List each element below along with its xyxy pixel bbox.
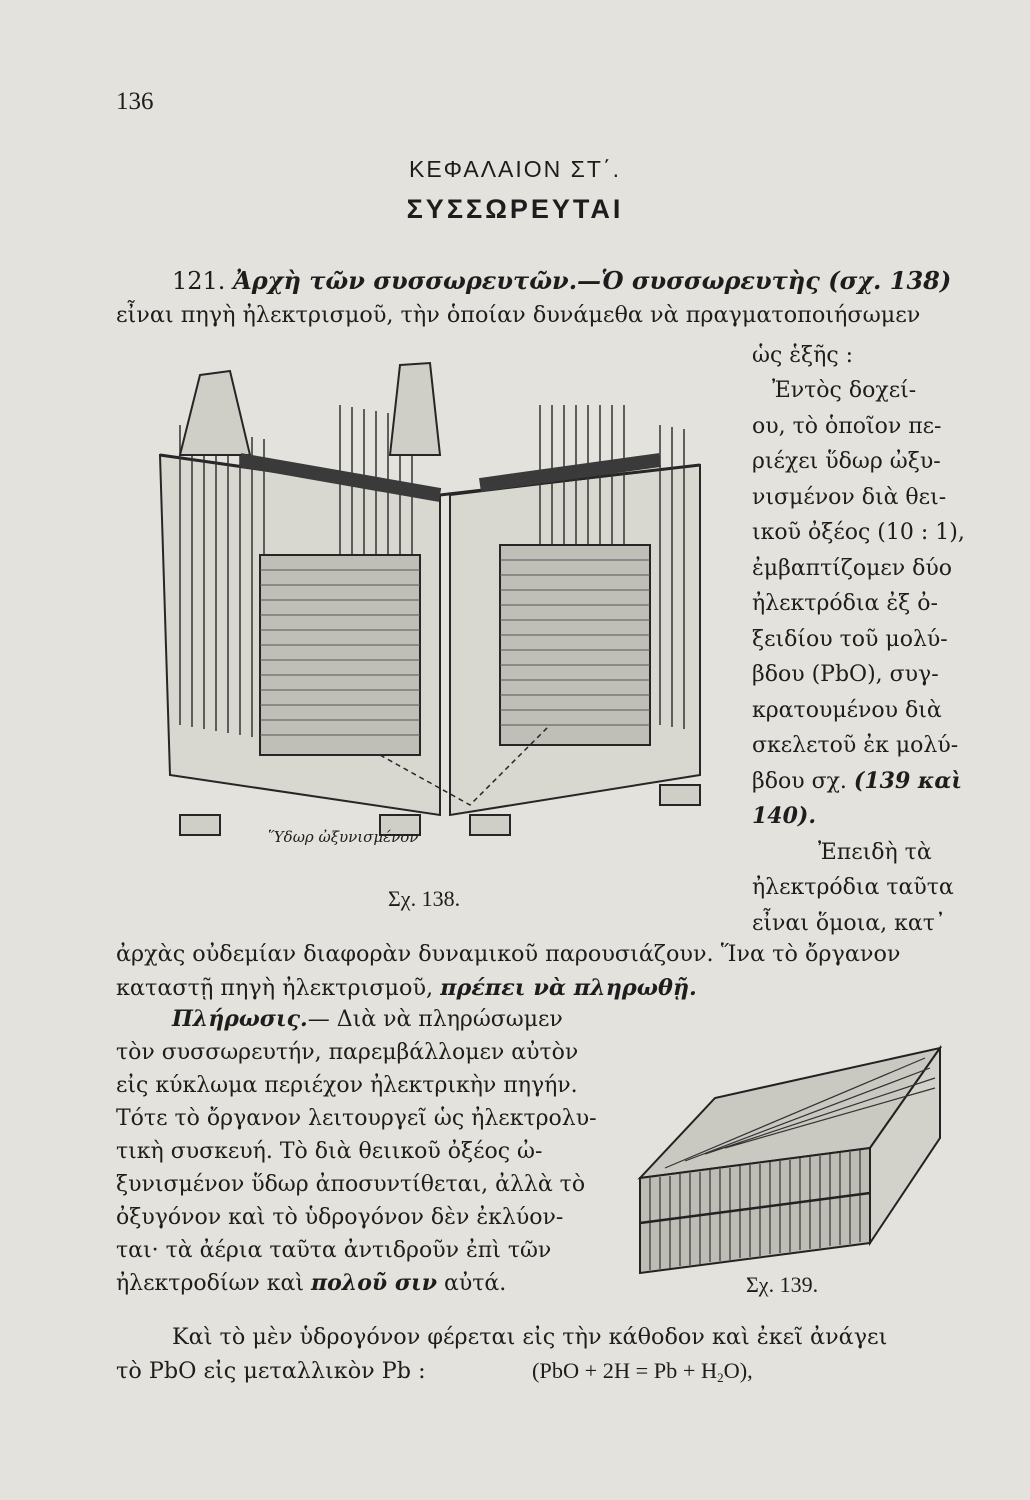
final-line-2 bbox=[116, 1354, 426, 1388]
right-col-line-14: 140). bbox=[752, 803, 816, 829]
right-col-line-8: ἠλεκτρόδια ἐξ ὀ- bbox=[752, 591, 938, 616]
figure-138-accumulator bbox=[140, 345, 740, 855]
right-col-italic-ref: (139 καὶ bbox=[853, 768, 962, 794]
figure-138-caption: Σχ. 138. bbox=[388, 886, 461, 911]
chapter-label: ΚΕΦΑΛΑΙΟΝ ΣΤ΄. bbox=[408, 156, 621, 182]
section-number: 121. bbox=[172, 267, 226, 295]
left-col-line-2: εἰς κύκλωμα περιέχον ἠλεκτρικὴν πηγήν. bbox=[116, 1073, 578, 1098]
full-line-2 bbox=[116, 971, 697, 1005]
right-col-line-17: εἶναι ὅμοια, κατ᾽ bbox=[752, 911, 946, 936]
equation-part-b: O), bbox=[723, 1358, 753, 1383]
equation bbox=[532, 1354, 753, 1395]
full-line-2-bold: πρέπει νὰ πληρωθῇ. bbox=[440, 975, 697, 1001]
full-line-1: ἀρχὰς οὐδεμίαν διαφορὰν δυναμικοῦ παρουσιάζουν. Ἵνα τὸ ὄργανον bbox=[116, 941, 901, 967]
left-col-line-8-end: αὐτά. bbox=[443, 1271, 507, 1296]
right-col-line-13-text: βδου σχ. bbox=[752, 769, 847, 794]
left-col-line-4: τικὴ συσκευή. Τὸ διὰ θειικοῦ ὀξέος ὠ- bbox=[116, 1139, 543, 1164]
figure-139-electrode bbox=[625, 1028, 955, 1278]
right-col-line-7: ἐμβαπτίζομεν δύο bbox=[752, 556, 953, 581]
figure-138-label: Ὕδωρ ὠξυνισμένον bbox=[268, 828, 419, 846]
left-col-line-8 bbox=[116, 1267, 506, 1300]
page-number: 136 bbox=[116, 88, 154, 115]
charging-heading-line bbox=[172, 1003, 563, 1036]
right-col-line-2: Ἐντὸς δοχεί- bbox=[772, 378, 917, 403]
right-col-line-10: βδου (PbO), συγ- bbox=[752, 662, 939, 687]
left-col-line-7: ται· τὰ ἀέρια ταῦτα ἀντιδροῦν ἐπὶ τῶν bbox=[116, 1238, 552, 1263]
charging-heading: Πλήρωσις. bbox=[172, 1006, 308, 1032]
right-col-line-6: ικοῦ ὀξέος (10 : 1), bbox=[752, 520, 965, 545]
left-col-line-8-text: ἠλεκτροδίων καὶ bbox=[116, 1271, 305, 1296]
final-line-2-text: τὸ PbO εἰς μεταλλικὸν Pb : bbox=[116, 1358, 426, 1384]
right-col-line-5: νισμένον διὰ θει- bbox=[752, 485, 947, 510]
right-col-line-16: ἠλεκτρόδια ταῦτα bbox=[752, 875, 954, 900]
left-col-line-6: ὀξυγόνον καὶ τὸ ὑδρογόνον δὲν ἐκλύον- bbox=[116, 1205, 564, 1230]
section-lead: Ὁ συσσωρευτὴς (σχ. 138) bbox=[601, 266, 952, 295]
intro-line-2: εἶναι πηγὴ ἠλεκτρισμοῦ, τὴν ὁποίαν δυνάμεθα νὰ πραγματοποιήσωμεν bbox=[116, 302, 921, 328]
right-col-line-12: σκελετοῦ ἐκ μολύ- bbox=[752, 733, 959, 758]
equation-subscript: 2 bbox=[717, 1370, 724, 1385]
figure-139-caption: Σχ. 139. bbox=[746, 1272, 819, 1297]
right-col-line-15: Ἐπειδὴ τὰ bbox=[818, 840, 932, 865]
right-col-line-3: ου, τὸ ὁποῖον πε- bbox=[752, 414, 942, 439]
right-col-line-13 bbox=[752, 764, 962, 800]
right-col-line-9: ξειδίου τοῦ μολύ- bbox=[752, 627, 948, 652]
final-line-1: Καὶ τὸ μὲν ὑδρογόνον φέρεται εἰς τὴν κάθοδον καὶ ἐκεῖ ἀνάγει bbox=[172, 1324, 888, 1350]
right-col-line-1: ὡς ἑξῆς : bbox=[752, 343, 854, 368]
left-col-line-3: Τότε τὸ ὄργανον λειτουργεῖ ὡς ἠλεκτρολυ- bbox=[116, 1106, 597, 1131]
left-col-line-5: ξυνισμένον ὕδωρ ἀποσυντίθεται, ἀλλὰ τὸ bbox=[116, 1172, 586, 1197]
left-col-bold-word: πολοῦ σιν bbox=[311, 1270, 437, 1296]
section-heading-line bbox=[172, 264, 951, 298]
section-heading: Ἀρχὴ τῶν συσσωρευτῶν.— bbox=[233, 266, 602, 295]
right-col-line-11: κρατουμένου διὰ bbox=[752, 698, 942, 723]
full-line-2-text: καταστῇ πηγὴ ἠλεκτρισμοῦ, bbox=[116, 975, 434, 1001]
chapter-title: ΣΥΣΣΩΡΕΥΤΑΙ bbox=[406, 194, 624, 224]
left-col-line-1: τὸν συσσωρευτήν, παρεμβάλλομεν αὐτὸν bbox=[116, 1040, 579, 1065]
charging-heading-rest: — Διὰ νὰ πληρώσωμεν bbox=[307, 1007, 563, 1032]
equation-part-a: (PbO + 2H = Pb + H bbox=[532, 1358, 718, 1383]
right-col-line-4: ριέχει ὕδωρ ὠξυ- bbox=[752, 449, 941, 474]
